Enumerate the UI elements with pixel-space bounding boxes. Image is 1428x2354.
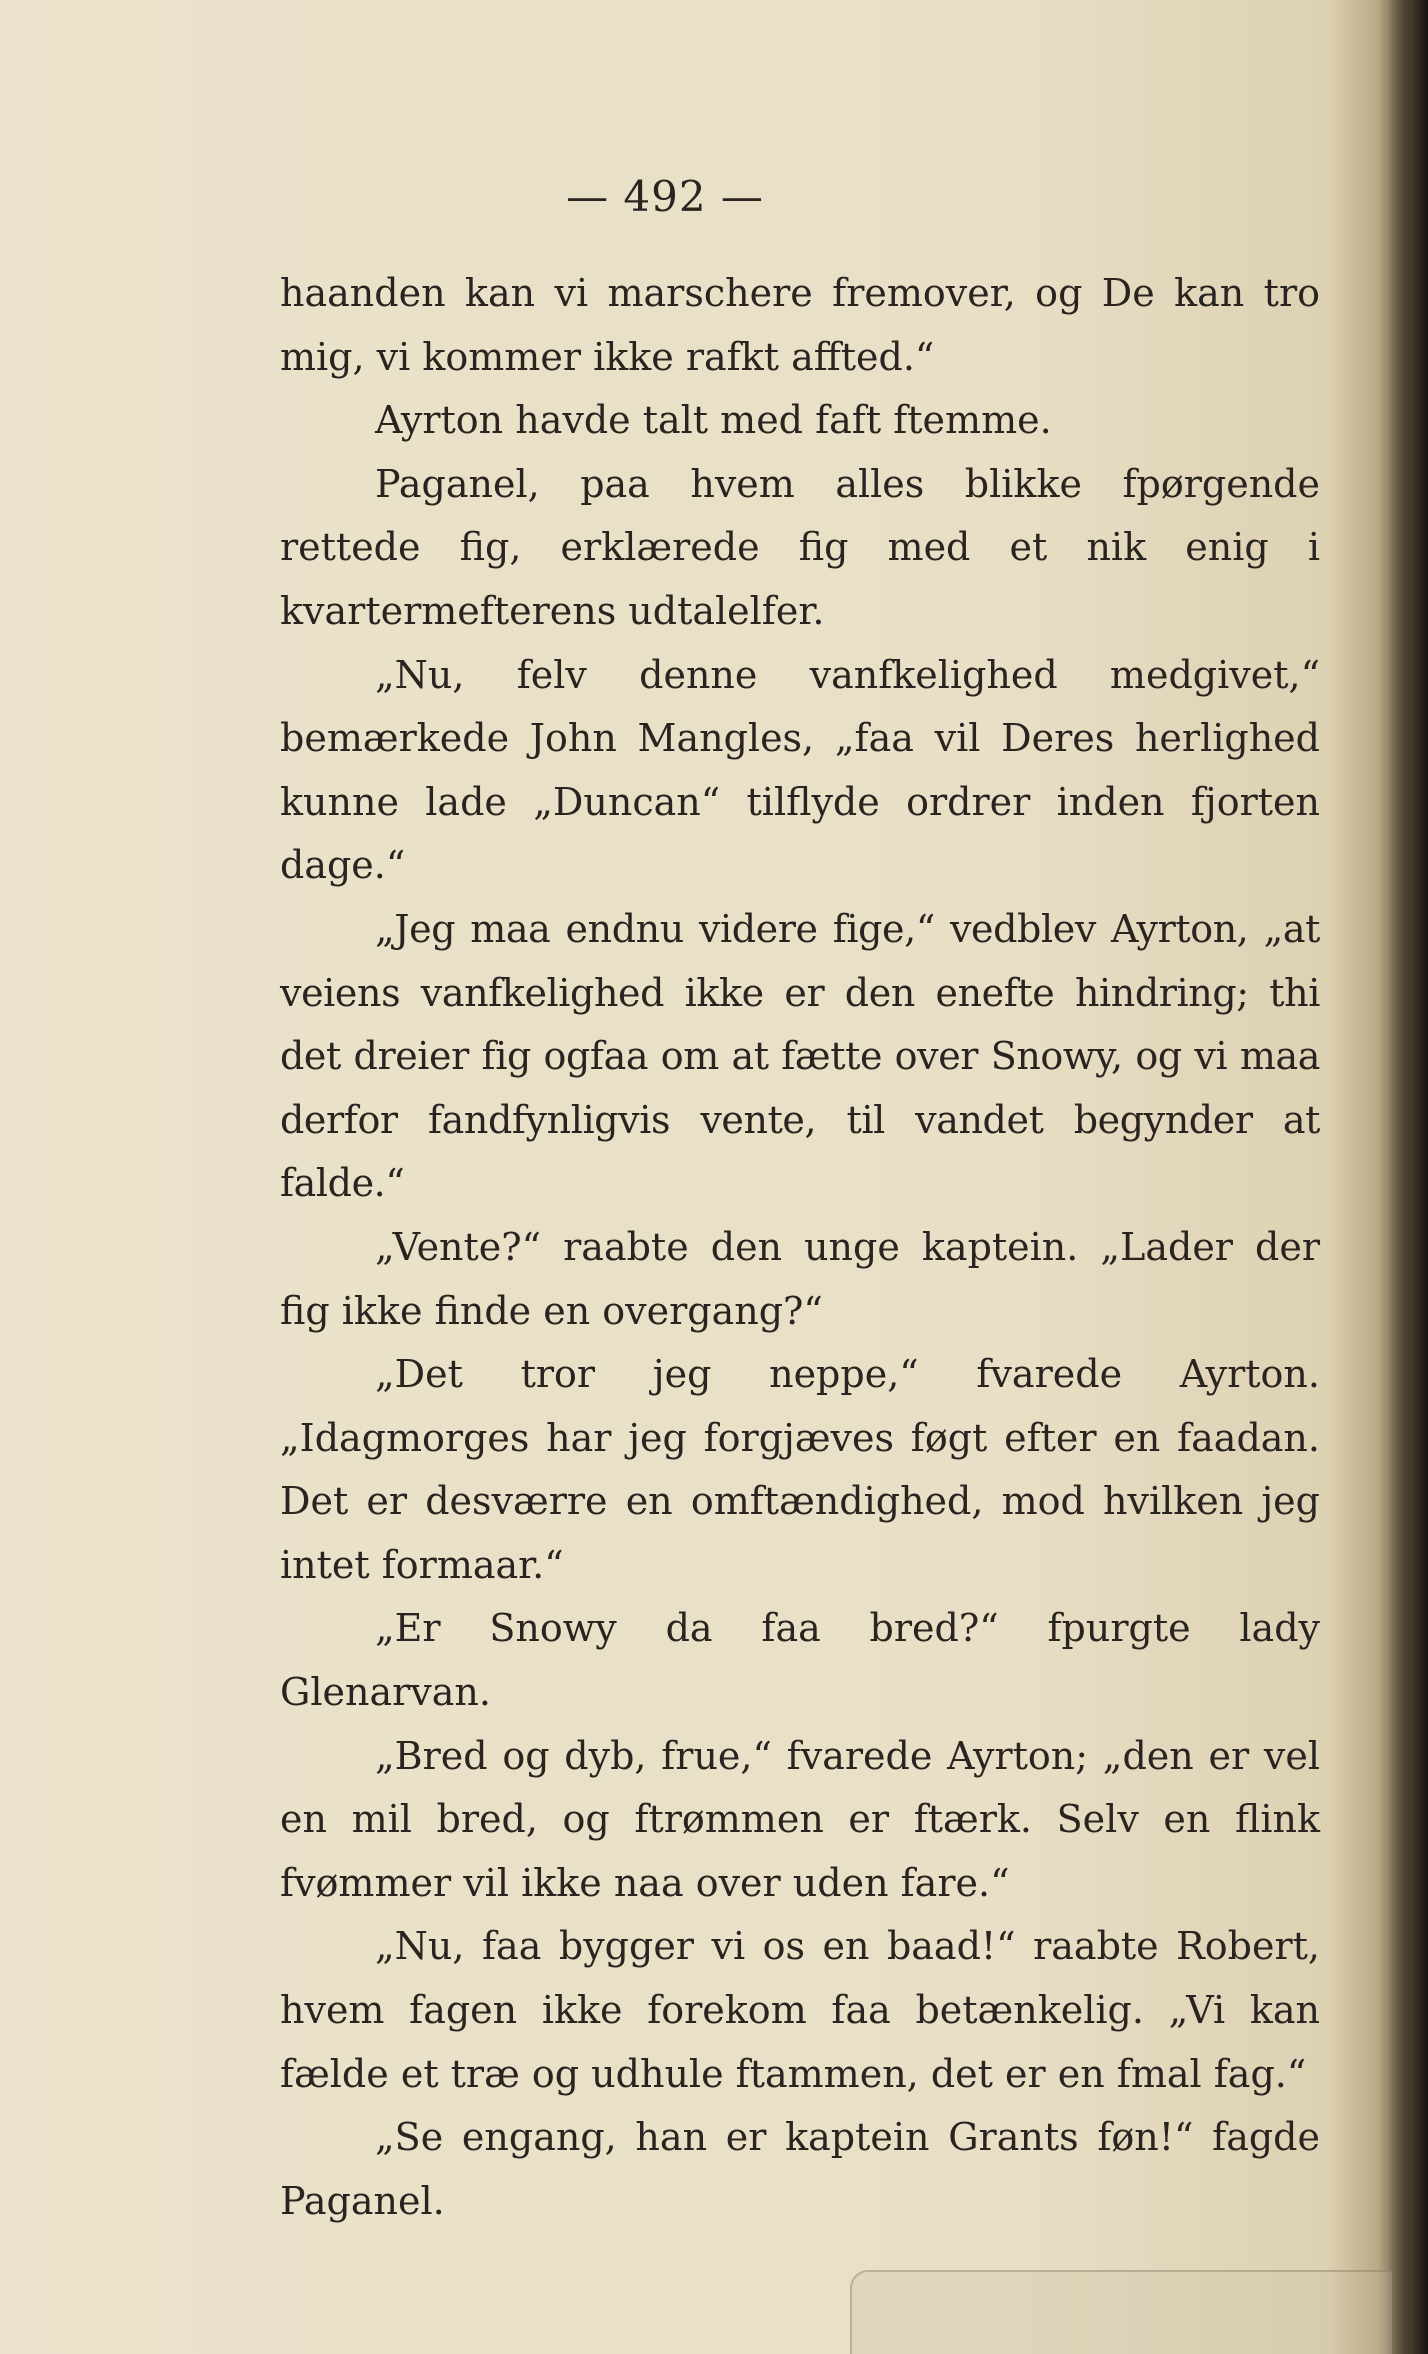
paper-stain [850,2270,1392,2354]
page-binding-edge [1388,0,1428,2354]
page-number: — 492 — [566,172,764,221]
body-text [280,262,1320,2233]
paragraph: „Er Snowy da faa bred?“ fpurgte lady Glenarvan. [280,1606,1320,1715]
paragraph: „Jeg maa endnu videre fige,“ vedblev Ayrton, „at veiens vanfkelighed ikke er den enefte hindring; thi det dreier fig ogfaa om at fætte over Snowy, og vi maa derfor fandfynligvis vente, til vandet begynder at falde.“ [280,906,1320,1206]
paragraph: Paganel, paa hvem alles blikke fpørgende rettede fig, erklærede fig med et nik enig i kvartermefterens udtalelfer. [280,461,1320,633]
paragraph: „Bred og dyb, frue,“ fvarede Ayrton; „den er vel en mil bred, og ftrømmen er ftærk. Selv en flink fvømmer vil ikke naa over uden fare.“ [280,1733,1320,1905]
paragraph: „Vente?“ raabte den unge kaptein. „Lader der fig ikke finde en overgang?“ [280,1224,1320,1333]
paragraph: „Nu, faa bygger vi os en baad!“ raabte Robert, hvem fagen ikke forekom faa betænkelig. „Vi kan fælde et træ og udhule ftammen, det er en fmal fag.“ [280,1924,1320,2096]
paragraph: „Se engang, han er kaptein Grants føn!“ fagde Paganel. [280,2115,1320,2223]
paragraph: Ayrton havde talt med faft ftemme. [375,398,1052,443]
paragraph: „Det tror jeg neppe,“ fvarede Ayrton. „Idagmorges har jeg forgjæves føgt efter en faadan. Det er desværre en omftændighed, mod hvilken jeg intet formaar.“ [280,1352,1320,1587]
paragraph: haanden kan vi marschere fremover, og De kan tro mig, vi kommer ikke rafkt affted.“ [280,271,1320,379]
paragraph: „Nu, felv denne vanfkelighed medgivet,“ bemærkede John Mangles, „faa vil Deres herlighed kunne lade „Duncan“ tilflyde ordrer inden fjorten dage.“ [280,652,1320,888]
